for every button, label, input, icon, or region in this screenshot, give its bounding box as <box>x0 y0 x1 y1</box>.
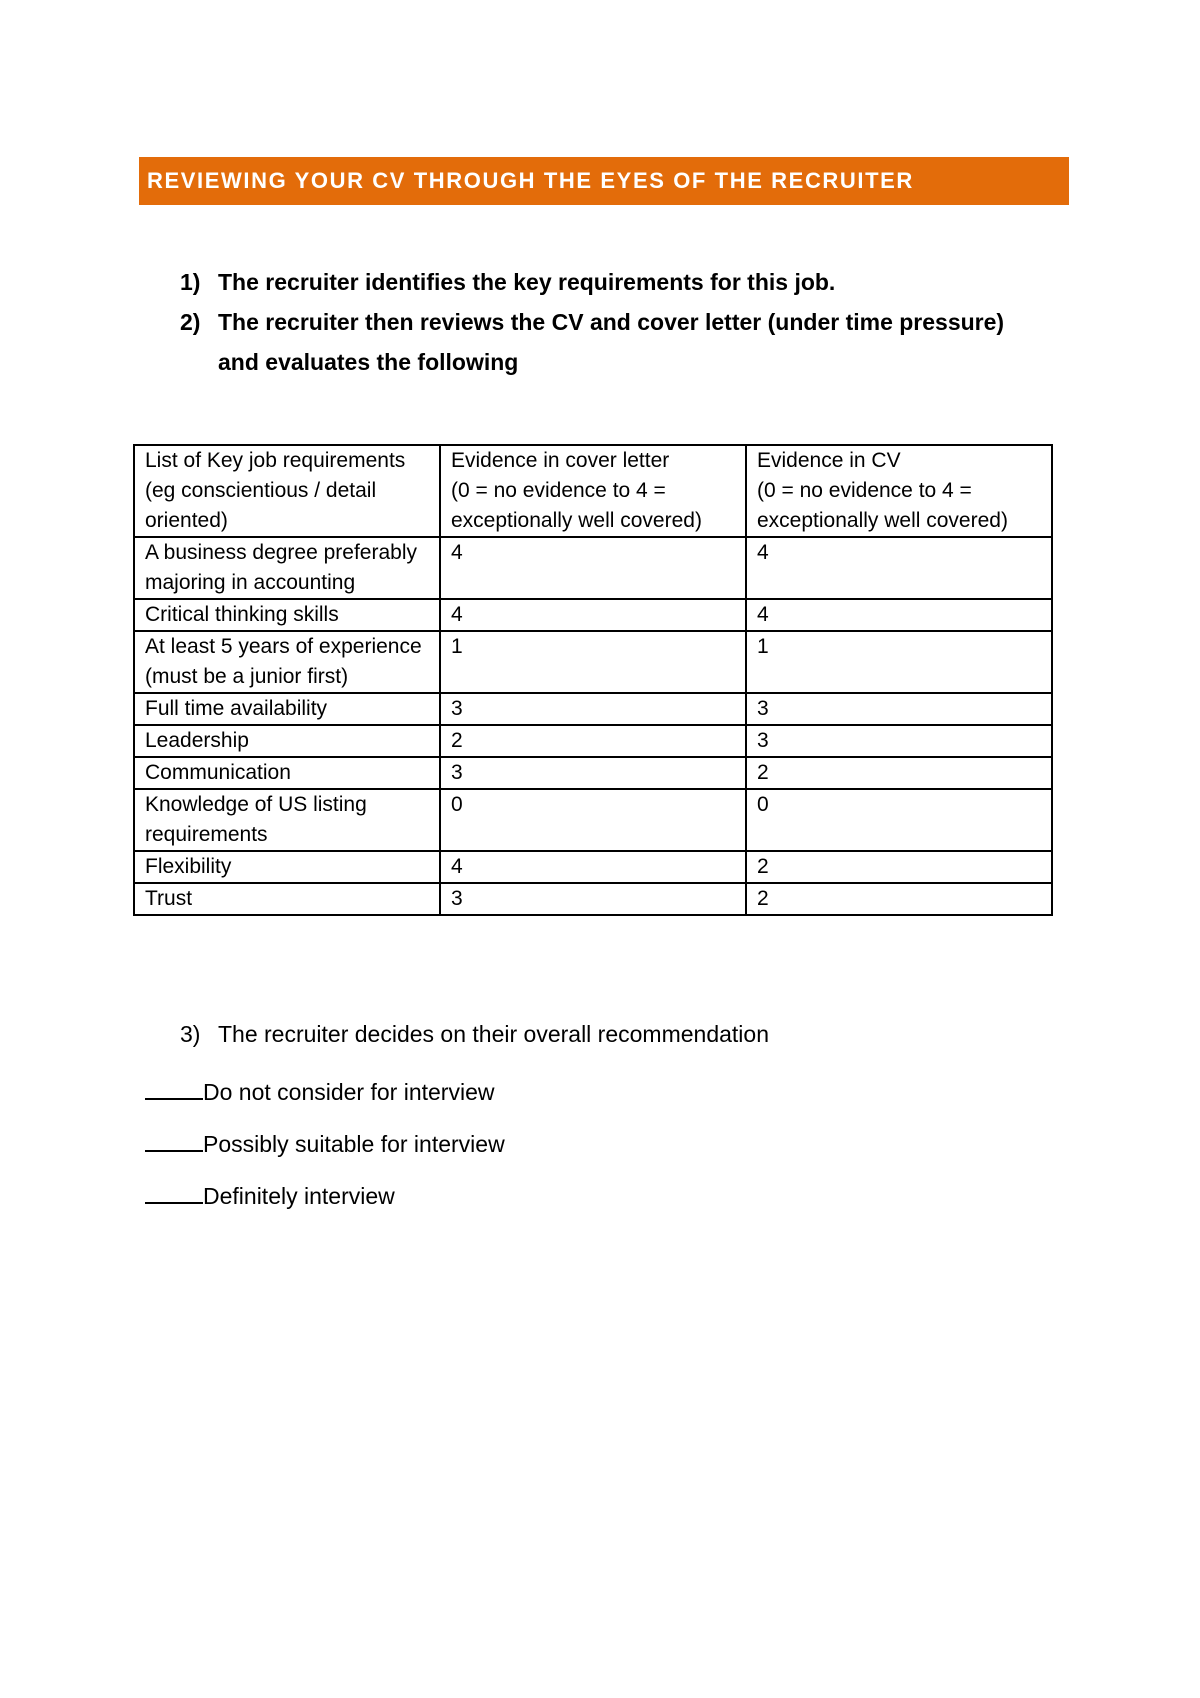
header-title: List of Key job requirements <box>145 449 406 472</box>
option-label: Definitely interview <box>203 1183 395 1209</box>
cv-score-cell: 2 <box>746 757 1052 789</box>
table-row <box>134 537 1052 599</box>
table-row <box>134 599 1052 631</box>
requirement-cell: Full time availability <box>134 693 440 725</box>
step-item <box>180 302 1040 382</box>
step-number: 2) <box>180 309 201 335</box>
header-cover-letter <box>440 445 746 537</box>
option-definitely-interview[interactable] <box>145 1170 505 1222</box>
requirement-cell: Flexibility <box>134 851 440 883</box>
table-row <box>134 725 1052 757</box>
cover-letter-score-cell: 3 <box>440 883 746 915</box>
cover-letter-score-cell: 2 <box>440 725 746 757</box>
option-possibly-suitable[interactable] <box>145 1118 505 1170</box>
header-title: Evidence in cover letter <box>451 449 670 472</box>
cover-letter-score-cell: 4 <box>440 599 746 631</box>
requirement-cell: Leadership <box>134 725 440 757</box>
recommendation-heading <box>180 1014 769 1054</box>
table-row <box>134 631 1052 693</box>
cv-score-cell: 3 <box>746 725 1052 757</box>
header-title: Evidence in CV <box>757 449 901 472</box>
header-cv <box>746 445 1052 537</box>
table-row <box>134 883 1052 915</box>
table-row <box>134 693 1052 725</box>
cover-letter-score-cell: 4 <box>440 537 746 599</box>
blank-line[interactable] <box>145 1128 203 1152</box>
cover-letter-score-cell: 0 <box>440 789 746 851</box>
step-number: 3) <box>180 1021 201 1047</box>
cv-score-cell: 4 <box>746 599 1052 631</box>
requirements-table <box>133 444 1053 916</box>
cover-letter-score-cell: 4 <box>440 851 746 883</box>
cover-letter-score-cell: 1 <box>440 631 746 693</box>
requirement-cell: Communication <box>134 757 440 789</box>
header-note: (0 = no evidence to 4 = exceptionally well covered) <box>757 479 1008 532</box>
header-requirements <box>134 445 440 537</box>
requirement-cell: Knowledge of US listing requirements <box>134 789 440 851</box>
step-text: The recruiter decides on their overall recommendation <box>218 1021 769 1047</box>
section-banner <box>139 157 1069 205</box>
cv-score-cell: 0 <box>746 789 1052 851</box>
blank-line[interactable] <box>145 1076 203 1100</box>
requirement-cell: Trust <box>134 883 440 915</box>
cv-score-cell: 2 <box>746 883 1052 915</box>
table-row <box>134 851 1052 883</box>
option-do-not-consider[interactable] <box>145 1066 505 1118</box>
option-label: Possibly suitable for interview <box>203 1131 505 1157</box>
cv-score-cell: 1 <box>746 631 1052 693</box>
step-text: The recruiter identifies the key requirements for this job. <box>218 269 836 295</box>
header-note: (0 = no evidence to 4 = exceptionally well covered) <box>451 479 702 532</box>
page-title: REVIEWING YOUR CV THROUGH THE EYES OF THE RECRUITER <box>147 168 914 193</box>
cv-score-cell: 3 <box>746 693 1052 725</box>
requirement-cell: A business degree preferably majoring in accounting <box>134 537 440 599</box>
table-row <box>134 789 1052 851</box>
cv-score-cell: 4 <box>746 537 1052 599</box>
cv-score-cell: 2 <box>746 851 1052 883</box>
option-label: Do not consider for interview <box>203 1079 495 1105</box>
header-note: (eg conscientious / detail oriented) <box>145 479 377 532</box>
step-number: 1) <box>180 269 201 295</box>
blank-line[interactable] <box>145 1180 203 1204</box>
requirement-cell: At least 5 years of experience (must be a junior first) <box>134 631 440 693</box>
step-text: The recruiter then reviews the CV and cover letter (under time pressure) and evaluates the following <box>218 309 1005 375</box>
step-item <box>180 262 1040 302</box>
recommendation-options <box>145 1066 505 1222</box>
cover-letter-score-cell: 3 <box>440 693 746 725</box>
requirement-cell: Critical thinking skills <box>134 599 440 631</box>
table-row <box>134 757 1052 789</box>
table-header-row <box>134 445 1052 537</box>
steps-list <box>180 262 1040 382</box>
cover-letter-score-cell: 3 <box>440 757 746 789</box>
